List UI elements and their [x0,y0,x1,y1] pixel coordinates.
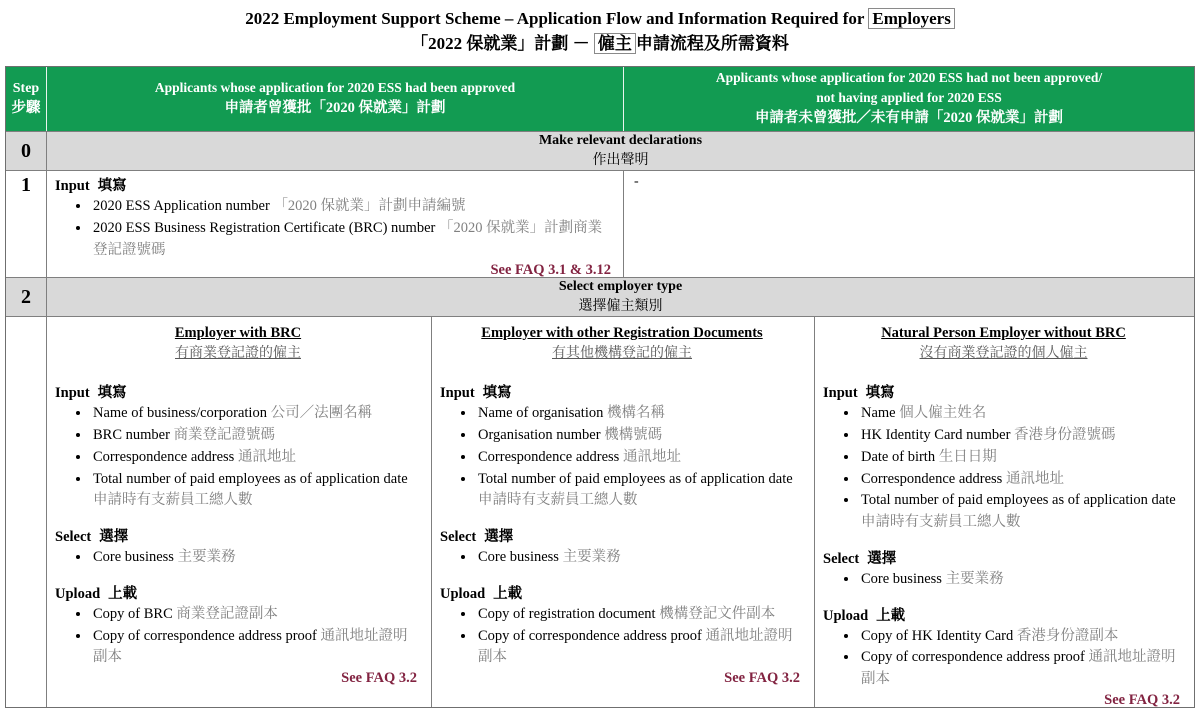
bullet-en: Copy of correspondence address proof [478,627,702,644]
step1-input-label [55,174,615,195]
upload-zh: 上載 [876,607,906,624]
header-row [6,67,1194,131]
employer-step-cell-empty [6,317,46,707]
step0-en: Make relevant declarations [538,133,703,149]
faq-note: See FAQ 3.2 [724,670,800,687]
bullet-en: Name of business/corporation [93,405,267,422]
step1-number: 1 [21,174,31,196]
select-en: Select [823,550,860,567]
list-item [859,425,1184,447]
title-line2-suffix: 申請流程及所需資料 [635,33,789,53]
step1-input-list [55,196,615,261]
header-step-cell [6,67,46,131]
bullet-en: Correspondence address [93,448,235,465]
step1-input-en: Input [55,178,90,194]
select-zh: 選擇 [484,529,514,546]
step1-input-zh: 填寫 [97,178,127,194]
column-header-zh: 有其他機構登記的僱主 [552,346,692,362]
faq-note: See FAQ 3.2 [341,670,417,687]
input-en: Input [440,385,475,402]
bullet-zh: 通訊地址 [622,448,681,465]
bullet-zh: 申請時有支薪員工總人數 [478,492,638,509]
list-item [91,547,421,569]
list-item [859,403,1184,425]
list-item [476,626,804,670]
upload-list [823,626,1184,691]
bullet-en: HK Identity Card number [861,427,1011,444]
select-list [440,547,804,569]
list-item [476,447,804,469]
bullet-en: Copy of correspondence address proof [93,627,317,644]
column-header-en: Employer with other Registration Documents [481,325,763,341]
upload-list [440,604,804,669]
employer-natural-person-header [823,323,1184,364]
employer-natural-person-column [814,317,1194,707]
list-item [859,469,1184,491]
title-line2-boxed-word: 僱主 [594,33,636,54]
input-section-label [823,381,1184,402]
header-approved-cell [46,67,623,131]
step2-row [6,277,1194,316]
step0-declaration-cell [46,132,1194,170]
list-item [859,647,1184,691]
list-item [91,425,421,447]
bullet-en: 2020 ESS Business Registration Certificate (BRC) number [93,219,436,236]
bullet-zh: 主要業務 [177,549,236,566]
list-item [476,469,804,513]
list-item [91,447,421,469]
list-item [476,403,804,425]
bullet-en: Name [861,405,896,422]
bullet-zh: 香港身份證號碼 [1014,427,1116,444]
employer-types-row [6,316,1194,707]
input-zh: 填寫 [482,385,512,402]
bullet-zh: 機構名稱 [607,405,665,422]
list-item [476,425,804,447]
bullet-zh: 商業登記證號碼 [173,427,276,444]
bullet-zh: 「2020 保就業」計劃商業登記證號碼 [93,219,603,258]
list-item [859,447,1184,469]
bullet-zh: 申請時有支薪員工總人數 [861,514,1021,531]
select-section-label [440,525,804,546]
bullet-en: BRC number [93,427,170,444]
header-step-zh: 步驟 [11,99,41,116]
list-item [91,626,421,670]
input-zh: 填寫 [865,385,895,402]
bullet-zh: 通訊地址證明副本 [478,627,793,666]
title-line1-text: 2022 Employment Support Scheme – Application Flow and Information Required for [245,9,869,28]
upload-en: Upload [823,607,869,624]
upload-en: Upload [440,585,486,602]
bullet-en: Correspondence address [478,448,620,465]
header-step-en: Step [12,80,40,96]
column-header-zh: 有商業登記證的僱主 [175,346,301,362]
upload-list [55,604,421,669]
header-not-approved-cell [623,67,1194,131]
select-section-label [823,547,1184,568]
employer-other-reg-header [440,323,804,364]
bullet-zh: 生日日期 [938,448,997,465]
bullet-en: Organisation number [478,427,601,444]
bullet-en: 2020 ESS Application number [93,198,270,214]
bullet-en: Copy of correspondence address proof [861,649,1085,666]
bullet-en: Core business [93,549,174,566]
column-header-en: Natural Person Employer without BRC [881,325,1126,341]
title-line2-text: 「2022 保就業」計劃 － [411,33,594,53]
bullet-zh: 申請時有支薪員工總人數 [93,492,253,509]
upload-section-label [55,582,421,603]
step1-faq-note: See FAQ 3.1 & 3.12 [490,262,611,279]
input-zh: 填寫 [97,385,127,402]
list-item [859,626,1184,648]
select-list [823,569,1184,591]
upload-en: Upload [55,585,101,602]
input-en: Input [823,385,858,402]
step1-not-approved-cell: - [623,171,1194,277]
step2-select-type-cell [46,278,1194,316]
list-item [859,569,1184,591]
bullet-zh: 通訊地址 [1005,470,1064,487]
column-header-zh: 沒有商業登記證的個人僱主 [919,346,1088,362]
title-line1-boxed-word: Employers [868,8,954,29]
step2-en: Select employer type [558,279,683,295]
header-not-approved-zh: 申請者未曾獲批／未有申請「2020 保就業」計劃 [754,110,1064,127]
bullet-en: Date of birth [861,448,936,465]
input-list [55,403,421,512]
bullet-en: Total number of paid employees as of application date [861,492,1176,509]
bullet-zh: 機構號碼 [604,427,663,444]
select-section-label [55,525,421,546]
select-zh: 選擇 [867,550,897,567]
bullet-zh: 機構登記文件副本 [659,605,776,622]
application-flow-table [5,66,1195,708]
page-title [0,0,1200,56]
select-list [55,547,421,569]
bullet-en: Name of organisation [478,405,604,422]
employer-brc-column [46,317,431,707]
bullet-en: Copy of BRC [93,605,173,622]
select-en: Select [55,529,92,546]
step0-number: 0 [21,139,31,162]
step0-zh: 作出聲明 [592,153,649,168]
step1-approved-cell [46,171,623,277]
input-section-label [55,381,421,402]
header-not-approved-en1: Applicants whose application for 2020 ESS had not been approved/ [715,69,1103,85]
input-list [440,403,804,512]
step1-row [6,170,1194,277]
upload-section-label [440,582,804,603]
list-item [859,490,1184,534]
step2-zh: 選擇僱主類別 [578,299,663,314]
bullet-zh: 香港身份證副本 [1016,627,1119,644]
list-item [91,604,421,626]
faq-note: See FAQ 3.2 [1104,691,1180,708]
select-zh: 選擇 [99,529,129,546]
bullet-en: Total number of paid employees as of application date [93,470,408,487]
bullet-en: Core business [478,549,559,566]
list-item [91,196,615,218]
input-section-label [440,381,804,402]
upload-zh: 上載 [493,585,523,602]
list-item [91,403,421,425]
bullet-zh: 個人僱主姓名 [899,405,987,422]
list-item [91,218,615,262]
page-title-line1 [0,7,1200,32]
bullet-zh: 商業登記證副本 [176,605,278,622]
header-not-approved-en2: not having applied for 2020 ESS [816,90,1002,106]
bullet-en: Correspondence address [861,470,1003,487]
bullet-en: Total number of paid employees as of application date [478,470,793,487]
select-en: Select [440,529,477,546]
bullet-zh: 主要業務 [945,570,1004,587]
list-item [91,469,421,513]
input-en: Input [55,385,90,402]
upload-zh: 上載 [108,585,138,602]
bullet-zh: 通訊地址 [237,448,296,465]
bullet-en: Copy of registration document [478,605,656,622]
bullet-en: Core business [861,570,942,587]
list-item [476,547,804,569]
step0-row [6,131,1194,170]
input-list [823,403,1184,534]
bullet-zh: 通訊地址證明副本 [93,627,408,666]
step2-number: 2 [21,285,31,308]
bullet-zh: 通訊地址證明副本 [861,649,1176,688]
header-approved-zh: 申請者曾獲批「2020 保就業」計劃 [224,100,446,117]
employer-brc-header [55,323,421,364]
bullet-zh: 「2020 保就業」計劃申請編號 [273,198,466,214]
header-approved-en: Applicants whose application for 2020 ESS had been approved [154,80,516,95]
page-title-line2 [0,32,1200,57]
employer-other-reg-column [431,317,814,707]
column-header-en: Employer with BRC [174,325,302,341]
list-item [476,604,804,626]
bullet-zh: 公司／法團名稱 [270,405,373,422]
upload-section-label [823,604,1184,625]
bullet-en: Copy of HK Identity Card [861,627,1014,644]
bullet-zh: 主要業務 [562,549,621,566]
